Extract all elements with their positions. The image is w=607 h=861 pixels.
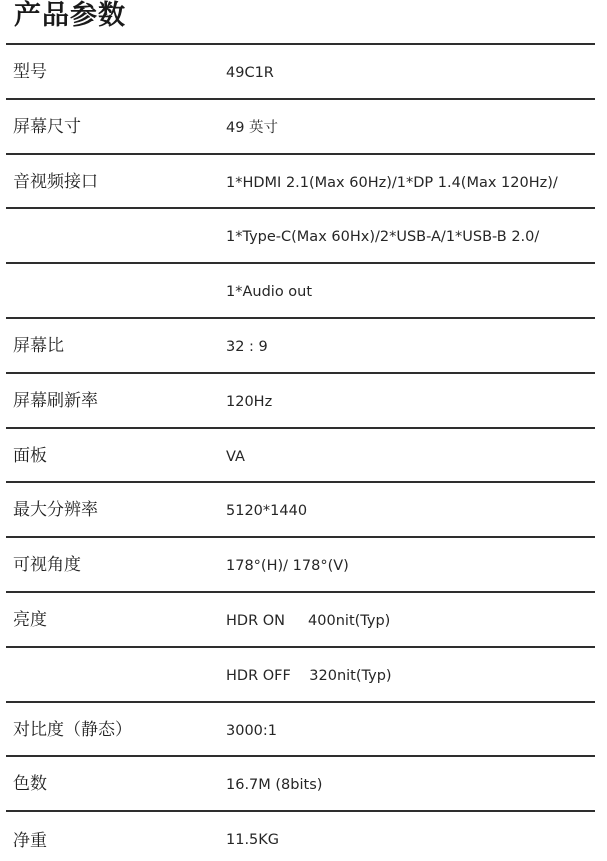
spec-label: 色数: [13, 774, 47, 795]
spec-value: 1*HDMI 2.1(Max 60Hz)/1*DP 1.4(Max 120Hz)/: [226, 174, 558, 191]
spec-value: 1*Audio out: [226, 284, 313, 301]
spec-label: 屏幕尺寸: [13, 116, 81, 137]
spec-label: 净重: [13, 831, 47, 852]
spec-row-io-ports: [6, 153, 595, 208]
spec-row-viewing-angle: [6, 536, 595, 591]
spec-row-panel: [6, 427, 595, 482]
spec-row-colors: [6, 755, 595, 810]
spec-label: 型号: [13, 62, 47, 82]
spec-label: 最大分辨率: [13, 500, 98, 521]
spec-row-max-resolution: [6, 481, 595, 536]
spec-value: 1*Type-C(Max 60Hx)/2*USB-A/1*USB-B 2.0/: [226, 229, 540, 246]
spec-value: 178°(H)/ 178°(V): [226, 558, 349, 575]
spec-value: 16.7M (8bits): [226, 777, 323, 794]
spec-row-aspect-ratio: [6, 317, 595, 372]
spec-label: 对比度（静态）: [13, 719, 132, 740]
spec-label: 屏幕比: [13, 335, 64, 356]
spec-label: 屏幕刷新率: [13, 390, 98, 411]
spec-value: 120Hz: [226, 393, 273, 410]
spec-value: 11.5KG: [226, 832, 280, 849]
spec-row-brightness: [6, 591, 595, 646]
spec-row-brightness-cont: [6, 646, 595, 701]
spec-row-model: [6, 43, 595, 98]
spec-row-screen-size: [6, 98, 595, 153]
spec-value: 5120*1440: [226, 503, 308, 520]
spec-label: 亮度: [13, 609, 47, 630]
spec-value: HDR OFF 320nit(Typ): [226, 667, 392, 684]
spec-label: 可视角度: [13, 555, 81, 576]
spec-value: 3000:1: [226, 722, 278, 739]
spec-value: VA: [226, 448, 245, 465]
spec-label: 面板: [13, 445, 47, 466]
spec-value: 32 : 9: [226, 338, 268, 355]
spec-value: 49C1R: [226, 65, 274, 81]
spec-row-io-ports-cont-1: [6, 207, 595, 262]
page-title: 产品参数: [14, 0, 126, 31]
spec-row-io-ports-cont-2: [6, 262, 595, 317]
spec-row-contrast: [6, 701, 595, 756]
spec-row-net-weight: [6, 810, 595, 856]
spec-table: [6, 43, 595, 856]
spec-value: 49 英寸: [226, 119, 279, 136]
spec-value: HDR ON 400nit(Typ): [226, 612, 391, 629]
spec-row-refresh-rate: [6, 372, 595, 427]
spec-label: 音视频接口: [13, 171, 98, 192]
